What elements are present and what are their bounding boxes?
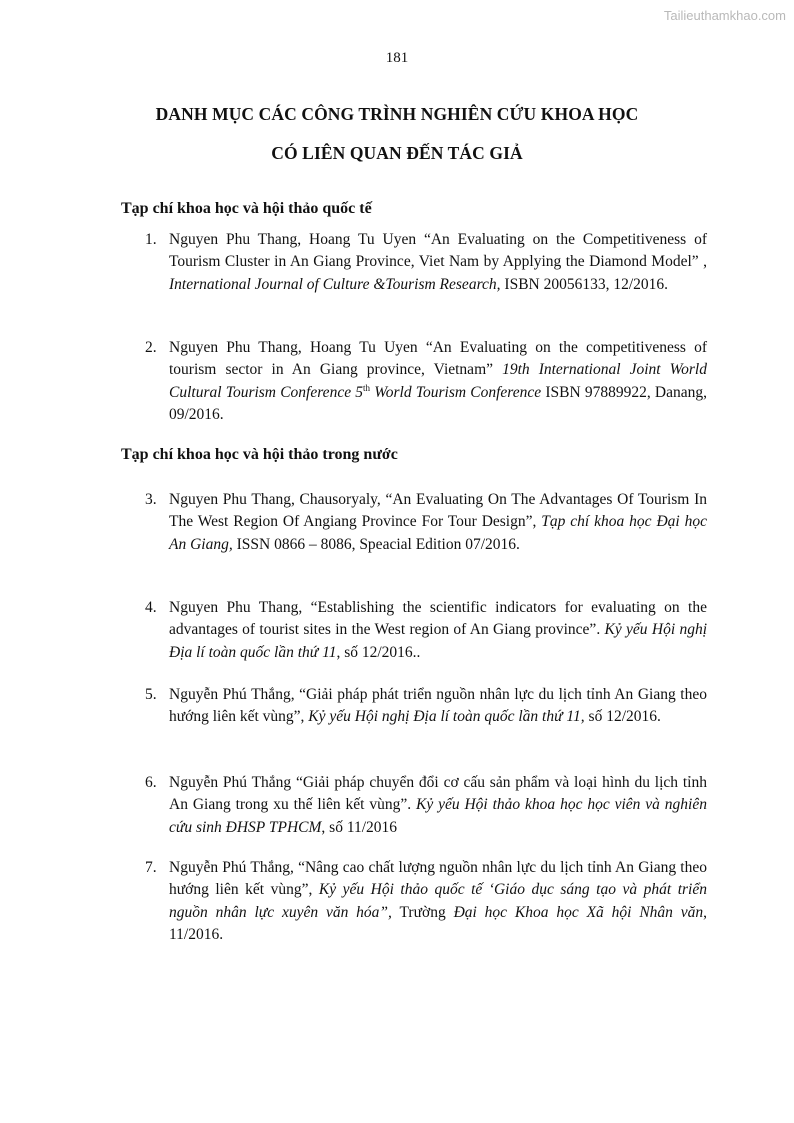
citation-authors-title: Nguyễn Phú Thắng “Giải pháp chuyển đổi cơ cấu sản phẩm và loại hình du lịch tỉnh An Giang trong xu thế liên kết vùng”. bbox=[169, 774, 707, 814]
page-subtitle: CÓ LIÊN QUAN ĐẾN TÁC GIẢ bbox=[271, 143, 523, 163]
citation-details: , số 12/2016.. bbox=[336, 643, 421, 661]
list-item-number: 6. bbox=[145, 774, 157, 791]
citation-details: ISSN 0866 – 8086, Speacial Edition 07/2016. bbox=[232, 535, 520, 553]
citation-authors-title: Nguyen Phu Thang, “Establishing the scientific indicators for evaluating on the advantages of tourist sites in the West region of An Giang province”. bbox=[169, 599, 707, 639]
list-item bbox=[121, 857, 707, 946]
section-heading-international: Tạp chí khoa học và hội thảo quốc tế bbox=[121, 200, 372, 217]
citation-venue: International Journal of Culture &Tourism Research, bbox=[169, 275, 501, 293]
list-item-text bbox=[169, 857, 707, 946]
list-item-text bbox=[169, 597, 707, 664]
list-item bbox=[121, 684, 707, 729]
list-item-text bbox=[169, 337, 707, 426]
citation-venue: Tạp chí khoa học Đại học An Giang, bbox=[169, 513, 707, 553]
citation-venue: Kỷ yếu Hội nghị Địa lí toàn quốc lần thứ 11, bbox=[308, 708, 585, 726]
citation-authors-title: Nguyễn Phú Thắng, “Giải pháp phát triển nguồn nhân lực du lịch tỉnh An Giang theo hướng liên kết vùng”, bbox=[169, 686, 707, 726]
list-item bbox=[121, 337, 707, 426]
citation-institution: Đại học Khoa học Xã hội Nhân văn bbox=[453, 903, 704, 921]
list-item-number: 3. bbox=[145, 491, 157, 508]
citation-details: ISBN 97889922, Danang, 09/2016. bbox=[169, 383, 707, 423]
list-item bbox=[121, 489, 707, 556]
list-item-number: 5. bbox=[145, 686, 157, 703]
list-item-text bbox=[169, 229, 707, 296]
citation-details: số 12/2016. bbox=[584, 708, 661, 726]
section-heading-domestic: Tạp chí khoa học và hội thảo trong nước bbox=[121, 446, 398, 463]
list-item-number: 1. bbox=[145, 231, 157, 248]
citation-authors-title: Nguyễn Phú Thắng, “Nâng cao chất lượng nguồn nhân lực du lịch tỉnh An Giang theo hướng liên kết vùng”, bbox=[169, 859, 707, 899]
citation-authors-title: Nguyen Phu Thang, Chausoryaly, “An Evaluating On The Advantages Of Tourism In The West Region Of Angiang Province For Tour Design”, bbox=[169, 491, 707, 531]
list-item-text bbox=[169, 489, 707, 556]
citation-venue: Kỷ yếu Hội thảo khoa học học viên và nghiên cứu sinh ĐHSP TPHCM bbox=[169, 796, 707, 836]
list-item-number: 4. bbox=[145, 599, 157, 616]
list-item bbox=[121, 229, 707, 296]
citation-authors-title: Nguyen Phu Thang, Hoang Tu Uyen “An Evaluating on the competitiveness of tourism sector in An Giang province, Vietnam” bbox=[169, 339, 707, 379]
citation-details: ISBN 20056133, 12/2016. bbox=[500, 275, 669, 293]
list-item-text bbox=[169, 684, 707, 729]
list-item-text bbox=[169, 772, 707, 839]
citation-venue: Kỷ yếu Hội thảo quốc tế ‘Giáo dục sáng tạo và phát triển nguồn nhân lực xuyên văn hóa”, bbox=[169, 881, 707, 921]
page-title: DANH MỤC CÁC CÔNG TRÌNH NGHIÊN CỨU KHOA HỌC bbox=[155, 104, 639, 124]
citation-superscript: th bbox=[363, 382, 371, 393]
list-item-number: 2. bbox=[145, 339, 157, 356]
citation-institution-prefix: Trường bbox=[391, 903, 454, 921]
page-number: 181 bbox=[385, 50, 409, 66]
citation-details: , số 11/2016 bbox=[321, 818, 398, 836]
citation-venue: 19th International Joint World Cultural Tourism Conference 5 bbox=[169, 361, 707, 401]
list-item-number: 7. bbox=[145, 859, 157, 876]
citation-venue-cont: World Tourism Conference bbox=[370, 383, 542, 401]
citation-authors-title: Nguyen Phu Thang, Hoang Tu Uyen “An Evaluating on the Competitiveness of Tourism Cluster in An Giang Province, Viet Nam by Applying the Diamond Model” , bbox=[169, 231, 707, 271]
citation-venue: Kỷ yếu Hội nghị Địa lí toàn quốc lần thứ 11 bbox=[169, 621, 707, 661]
citation-details: , 11/2016. bbox=[169, 903, 708, 943]
list-item bbox=[121, 772, 707, 839]
watermark: Tailieuthamkhao.com bbox=[663, 8, 786, 23]
list-item bbox=[121, 597, 707, 664]
